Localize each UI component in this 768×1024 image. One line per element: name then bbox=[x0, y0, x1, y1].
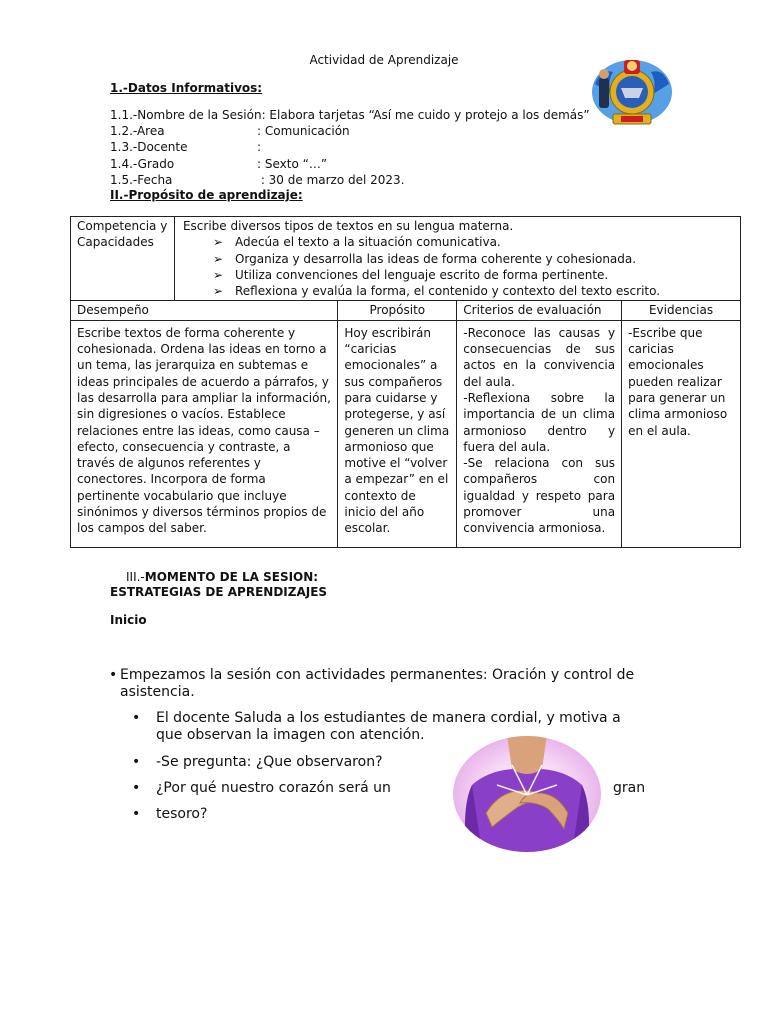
bullet-icon: • bbox=[109, 667, 118, 683]
info-line-fecha: 1.5.-Fecha : 30 de marzo del 2023. bbox=[110, 173, 405, 187]
bullet-item: • El docente Saluda a los estudiantes de manera cordial, y motiva a que observan la imagen con atención. bbox=[132, 710, 621, 743]
capacidad-item: ➢ Utiliza convenciones del lenguaje escrito de forma pertinente. bbox=[212, 267, 609, 282]
proposito-cell: Hoy escribirán “caricias emocionales” a sus compañeros para cuidarse y protegerse, y así generen un clima armonioso que motive el “volver a empezar” en el contexto de inicio del año escolar. bbox=[338, 320, 457, 547]
bullet-icon: • bbox=[132, 710, 141, 726]
capacidad-item: ➢ Adecúa el texto a la situación comunicativa. bbox=[212, 235, 501, 250]
section-heading-proposito: II.-Propósito de aprendizaje: bbox=[110, 188, 303, 202]
learning-table bbox=[70, 216, 741, 548]
heart-hands-illustration bbox=[452, 735, 602, 853]
bullet-item: • -Se pregunta: ¿Que observaron? bbox=[132, 754, 383, 770]
bullet-icon: • bbox=[132, 806, 141, 822]
header-evidencias: Evidencias bbox=[622, 301, 741, 320]
desempeno-cell: Escribe textos de forma coherente y cohesionada. Ordena las ideas en torno a un tema, las jerarquiza en subtemas e ideas principales de acuerdo a párrafos, y las desarrolla para ampliar la información, sin digresiones o vacíos. Establece relaciones entre las ideas, como causa – efecto, consecuencia y contraste, a través de algunos referentes y conectores. Incorpora de forma pertinente vocabulario que incluye sinónimos y diversos términos propios de los campos del saber. bbox=[71, 320, 338, 547]
bullet-item: • Empezamos la sesión con actividades permanentes: Oración y control de asistencia. bbox=[109, 667, 635, 700]
school-crest-icon bbox=[591, 54, 673, 126]
header-row bbox=[71, 301, 741, 320]
criterio-item: -Reflexiona sobre la importancia de un clima armonioso dentro y fuera del aula. bbox=[463, 390, 616, 454]
bullet-item: • ¿Por qué nuestro corazón será un bbox=[132, 780, 391, 796]
arrow-bullet-icon: ➢ bbox=[212, 267, 224, 282]
criterio-item: -Reconoce las causas y consecuencias de sus actos en la convivencia del aula. bbox=[463, 325, 616, 389]
strategies-heading: ESTRATEGIAS DE APRENDIZAJES bbox=[110, 585, 328, 599]
info-line-grado: 1.4.-Grado : Sexto “…” bbox=[110, 157, 328, 171]
capacidad-item: ➢ Organiza y desarrolla las ideas de forma coherente y cohesionada. bbox=[212, 251, 637, 266]
capacidad-item: ➢ Reflexiona y evalúa la forma, el contenido y contexto del texto escrito. bbox=[212, 284, 661, 299]
header-criterios: Criterios de evaluación bbox=[457, 301, 622, 320]
section-heading-momento: III.-MOMENTO DE LA SESION: bbox=[126, 570, 319, 584]
capacidades-list bbox=[183, 234, 734, 299]
header-desempeno: Desempeño bbox=[71, 301, 338, 320]
competencia-cell bbox=[174, 217, 740, 301]
info-line-area: 1.2.-Area : Comunicación bbox=[110, 124, 350, 138]
criterio-item: -Se relaciona con sus compañeros con igualdad y respeto para promover una convivencia armoniosa. bbox=[463, 456, 616, 536]
document-title: Actividad de Aprendizaje bbox=[309, 53, 459, 67]
bullet-icon: • bbox=[132, 754, 141, 770]
section-heading-datos: 1.-Datos Informativos: bbox=[110, 81, 263, 95]
content-row bbox=[71, 320, 741, 547]
competencia-text: Escribe diversos tipos de textos en su lengua materna. bbox=[182, 219, 514, 233]
bullet-item: • tesoro? bbox=[132, 806, 208, 822]
arrow-bullet-icon: ➢ bbox=[212, 235, 224, 250]
info-line-nombre: 1.1.-Nombre de la Sesión: Elabora tarjetas “Así me cuido y protejo a los demás” bbox=[110, 108, 590, 122]
evidencias-cell: -Escribe que caricias emocionales pueden realizar para generar un clima armonioso en el aula. bbox=[622, 320, 741, 547]
header-proposito: Propósito bbox=[338, 301, 457, 320]
arrow-bullet-icon: ➢ bbox=[212, 284, 224, 299]
competencia-label: Competencia y Capacidades bbox=[71, 217, 175, 301]
criterios-cell bbox=[457, 320, 622, 547]
info-line-docente: 1.3.-Docente : bbox=[110, 140, 262, 154]
arrow-bullet-icon: ➢ bbox=[212, 251, 224, 266]
inicio-heading: Inicio bbox=[110, 613, 147, 627]
bullet-continuation: gran bbox=[613, 780, 646, 796]
competencia-row bbox=[71, 217, 741, 301]
bullet-icon: • bbox=[132, 780, 141, 796]
